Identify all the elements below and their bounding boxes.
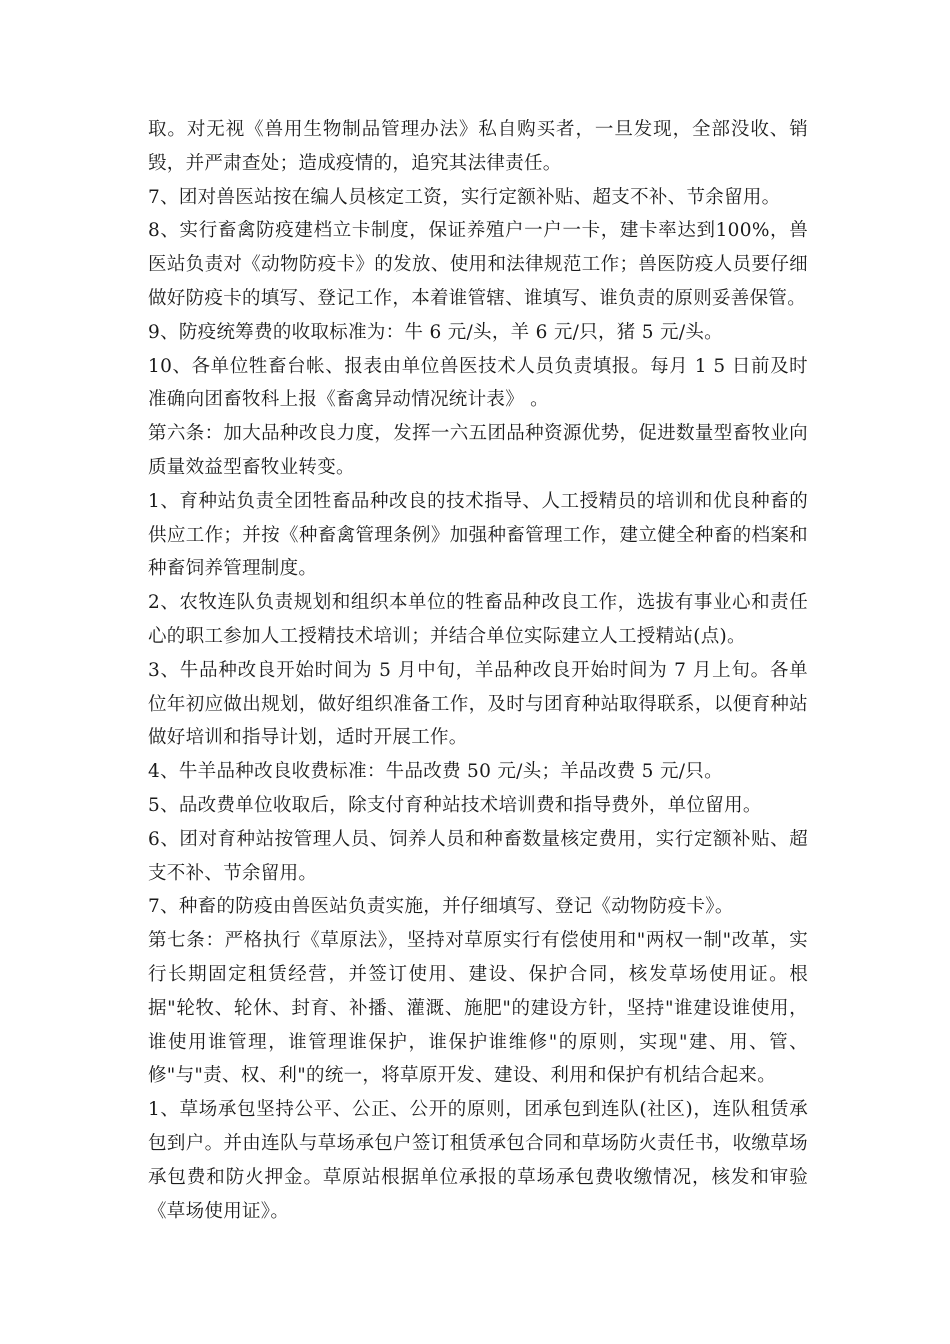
paragraph-9: 3、牛品种改良开始时间为 5 月中旬，羊品种改良开始时间为 7 月上旬。各单位年初应做出规划，做好组织准备工作，及时与团育种站取得联系，以便育种站做好培训和指导计划，适时开展工作。 bbox=[148, 659, 808, 749]
paragraph-8: 2、农牧连队负责规划和组织本单位的牲畜品种改良工作，选拔有事业心和责任心的职工参加人工授精技术培训；并结合单位实际建立人工授精站(点)。 bbox=[148, 592, 808, 647]
paragraph-7: 1、育种站负责全团牲畜品种改良的技术指导、人工授精员的培训和优良种畜的供应工作；并按《种畜禽管理条例》加强种畜管理工作，建立健全种畜的档案和种畜饲养管理制度。 bbox=[148, 490, 808, 580]
paragraph-1: 取。对无视《兽用生物制品管理办法》私自购买者，一旦发现，全部没收、销毁，并严肃查处；造成疫情的，追究其法律责任。 bbox=[148, 119, 808, 174]
paragraph-2: 7、团对兽医站按在编人员核定工资，实行定额补贴、超支不补、节余留用。 bbox=[148, 186, 781, 208]
paragraph-6: 第六条：加大品种改良力度，发挥一六五团品种资源优势，促进数量型畜牧业向质量效益型畜牧业转变。 bbox=[148, 423, 808, 478]
paragraph-5: 10、各单位牲畜台帐、报表由单位兽医技术人员负责填报。每月 1 5 日前及时准确向团畜牧科上报《畜禽异动情况统计表》 。 bbox=[148, 355, 808, 411]
paragraph-15: 1、草场承包坚持公平、公正、公开的原则，团承包到连队(社区)，连队租赁承包到户。并由连队与草场承包户签订租赁承包合同和草场防火责任书，收缴草场承包费和防火押金。草原站根据单位承报的草场承包费收缴情况，核发和审验《草场使用证》。 bbox=[148, 1099, 808, 1222]
paragraph-4: 9、防疫统筹费的收取标准为：牛 6 元/头，羊 6 元/只，猪 5 元/头。 bbox=[148, 321, 723, 343]
paragraph-10: 4、牛羊品种改良收费标准：牛品改费 50 元/头；羊品改费 5 元/只。 bbox=[148, 761, 723, 783]
paragraph-11: 5、品改费单位收取后，除支付育种站技术培训费和指导费外，单位留用。 bbox=[148, 794, 762, 816]
paragraph-14: 第七条：严格执行《草原法》，坚持对草原实行有偿使用和"两权一制"改革，实行长期固定租赁经营，并签订使用、建设、保护合同，核发草场使用证。根据"轮牧、轮休、封育、补播、灌溉、施肥"的建设方针，坚持"谁建设谁使用，谁使用谁管理，谁管理谁保护，谁保护谁维修"的原则，实现"建、用、管、修"与"责、权、利"的统一，将草原开发、建设、利用和保护有机结合起来。 bbox=[148, 930, 808, 1087]
document-body bbox=[148, 113, 808, 1228]
paragraph-13: 7、种畜的防疫由兽医站负责实施，并仔细填写、登记《动物防疫卡》。 bbox=[148, 896, 734, 918]
paragraph-3: 8、实行畜禽防疫建档立卡制度，保证养殖户一户一卡，建卡率达到100%，兽医站负责对《动物防疫卡》的发放、使用和法律规范工作；兽医防疫人员要仔细做好防疫卡的填写、登记工作，本着谁管辖、谁填写、谁负责的原则妥善保管。 bbox=[148, 220, 808, 309]
paragraph-12: 6、团对育种站按管理人员、饲养人员和种畜数量核定费用，实行定额补贴、超支不补、节余留用。 bbox=[148, 828, 808, 884]
